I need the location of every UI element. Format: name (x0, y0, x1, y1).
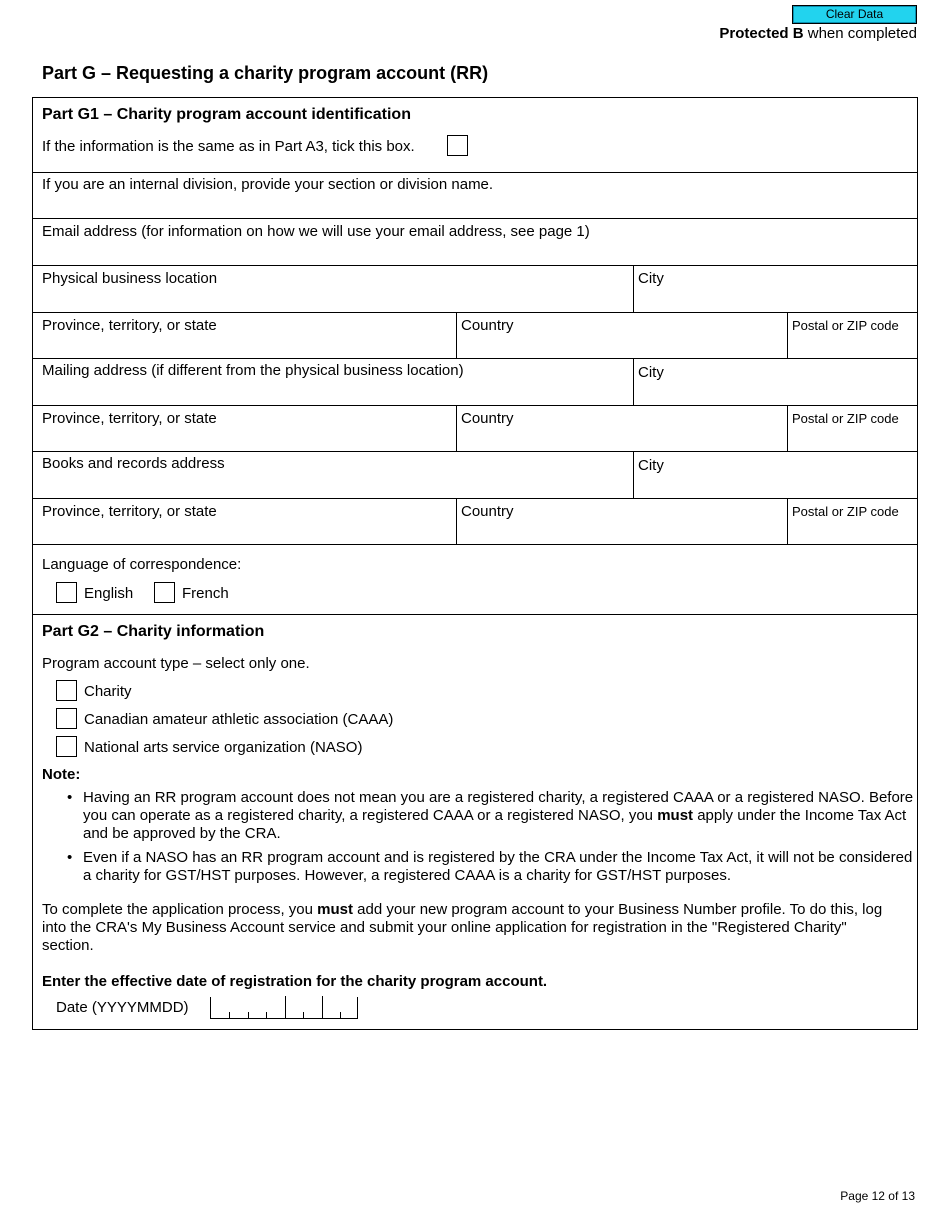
french-label: French (182, 585, 229, 602)
mailing-city-label: City (638, 364, 664, 381)
note1-part-b: apply under the Income Tax Act and be approved by the CRA. (83, 807, 907, 842)
english-checkbox[interactable] (56, 582, 77, 603)
physical-location-label: Physical business location (42, 270, 218, 287)
mailing-province-label: Province, territory, or state (42, 410, 217, 427)
internal-division-input[interactable] (33, 193, 917, 218)
note-label: Note: (42, 766, 81, 783)
page-number: Page 12 of 13 (840, 1189, 915, 1203)
date-tick (340, 1012, 341, 1018)
email-input[interactable] (33, 241, 917, 265)
books-country-label: Country (461, 503, 514, 520)
books-postal-label: Postal or ZIP code (792, 504, 899, 519)
bullet-dot: • (67, 849, 73, 866)
date-tick (285, 996, 286, 1018)
date-tick (248, 1012, 249, 1018)
divider (33, 451, 917, 452)
divider (33, 218, 917, 219)
divider (33, 544, 917, 545)
note-item-2 (67, 849, 923, 885)
charity-label: Charity (84, 683, 132, 700)
part-g2-heading: Part G2 – Charity information (42, 623, 265, 640)
divider (787, 498, 788, 544)
divider (456, 498, 457, 544)
physical-country-label: Country (461, 317, 514, 334)
note1-emphasis: must (657, 807, 694, 824)
complete-emphasis: must (317, 901, 353, 918)
protected-notice (719, 25, 917, 42)
effective-date-heading: Enter the effective date of registration for the charity program account. (42, 973, 548, 990)
mailing-postal-label: Postal or ZIP code (792, 411, 899, 426)
divider (33, 498, 917, 499)
date-label: Date (YYYYMMDD) (56, 999, 189, 1016)
email-label: Email address (for information on how we will use your email address, see page 1) (42, 223, 590, 240)
divider (456, 405, 457, 451)
divider (33, 614, 917, 615)
physical-province-label: Province, territory, or state (42, 317, 217, 334)
date-tick (266, 1012, 267, 1018)
bullet-dot: • (67, 789, 73, 806)
divider (33, 358, 917, 359)
divider (456, 312, 457, 358)
note2-text: Even if a NASO has an RR program account and is registered by the CRA under the Income Tax Act, it will not be considered a charity for GST/HST purposes. However, a registered CAAA is a charity for GST/HST purposes. (83, 849, 913, 884)
physical-city-label: City (638, 270, 664, 287)
complete-instructions (42, 901, 902, 955)
clear-data-button[interactable]: Clear Data (792, 5, 917, 24)
divider (33, 405, 917, 406)
note1-part-a: Having an RR program account does not mean you are a registered charity, a registered CAAA or a registered NASO. Before you can operate as a registered charity, a registered CAAA or a registered NASO, you (83, 789, 914, 824)
divider (633, 451, 634, 498)
complete-part-b: add your new program account to your Business Number profile. To do this, log into the CRA's My Business Account service and submit your online application for registration in the "Registered Charity" section. (42, 901, 883, 954)
protected-suffix: when completed (803, 25, 917, 42)
books-city-label: City (638, 457, 664, 474)
french-checkbox[interactable] (154, 582, 175, 603)
english-label: English (84, 585, 134, 602)
date-input[interactable] (210, 997, 358, 1019)
note-item-1 (67, 789, 923, 843)
books-records-label: Books and records address (42, 455, 225, 472)
divider (33, 172, 917, 173)
date-tick (303, 1012, 304, 1018)
divider (633, 265, 634, 312)
same-as-a3-label: If the information is the same as in Part A3, tick this box. (42, 138, 415, 155)
account-type-label: Program account type – select only one. (42, 655, 310, 672)
date-tick (322, 996, 323, 1018)
language-label: Language of correspondence: (42, 556, 242, 573)
divider (787, 405, 788, 451)
divider (33, 265, 917, 266)
same-as-a3-checkbox[interactable] (447, 135, 468, 156)
mailing-country-label: Country (461, 410, 514, 427)
books-province-label: Province, territory, or state (42, 503, 217, 520)
naso-checkbox[interactable] (56, 736, 77, 757)
part-g1-heading: Part G1 – Charity program account identification (42, 106, 411, 123)
caaa-checkbox[interactable] (56, 708, 77, 729)
divider (633, 358, 634, 405)
complete-part-a: To complete the application process, you (42, 901, 318, 918)
charity-checkbox[interactable] (56, 680, 77, 701)
caaa-label: Canadian amateur athletic association (CAAA) (84, 711, 394, 728)
protected-level: Protected B (719, 25, 804, 42)
divider (787, 312, 788, 358)
physical-postal-label: Postal or ZIP code (792, 318, 899, 333)
mailing-address-label: Mailing address (if different from the physical business location) (42, 362, 464, 379)
internal-division-label: If you are an internal division, provide your section or division name. (42, 176, 494, 193)
page-title: Part G – Requesting a charity program account (RR) (42, 63, 489, 83)
date-tick (229, 1012, 230, 1018)
form-frame (32, 97, 918, 1030)
naso-label: National arts service organization (NASO) (84, 739, 363, 756)
divider (33, 312, 917, 313)
